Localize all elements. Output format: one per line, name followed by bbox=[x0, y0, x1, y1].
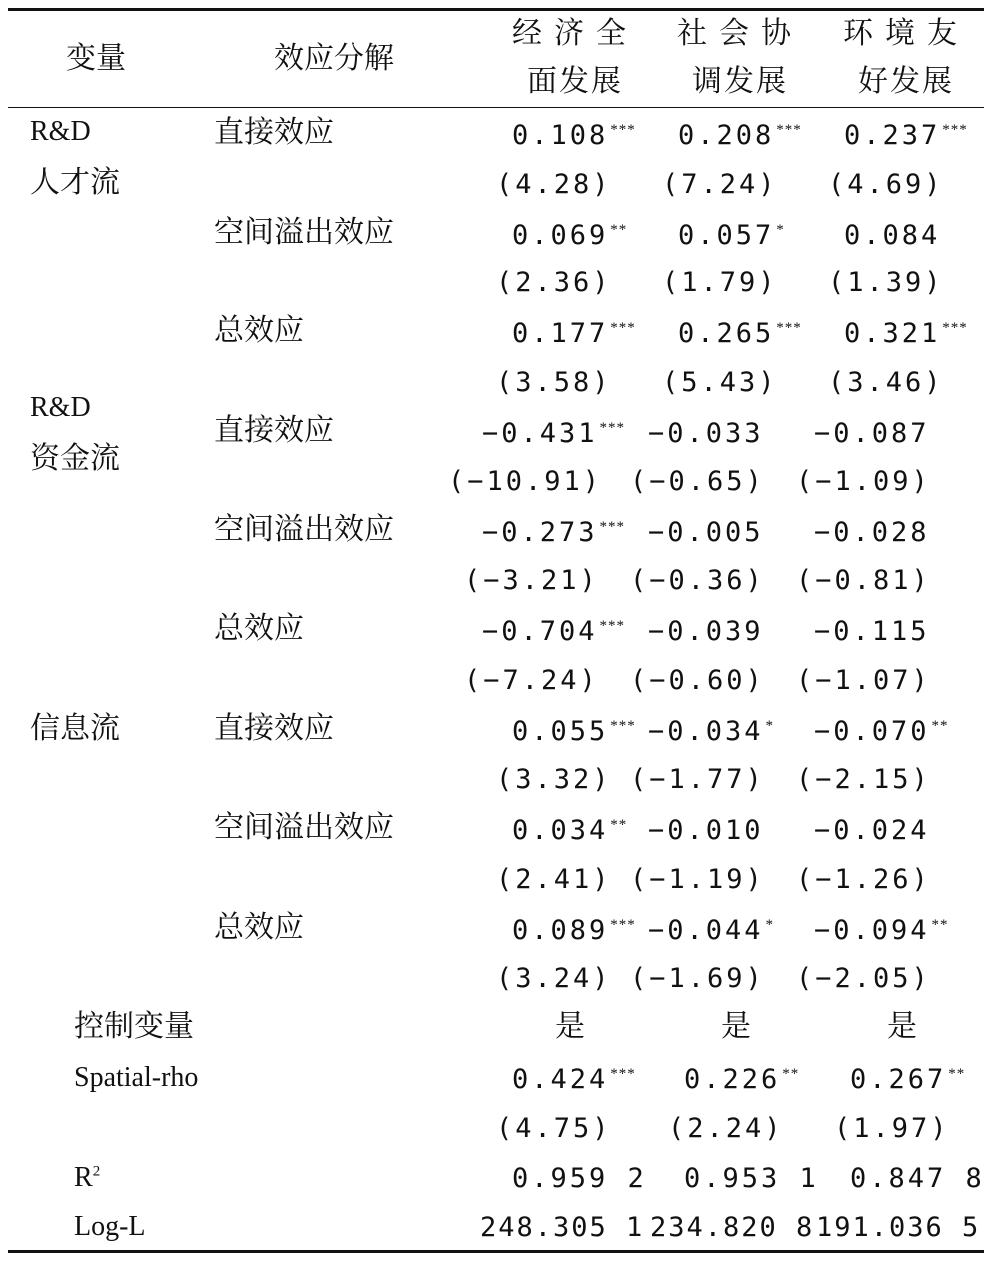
controls-label: 控制变量 bbox=[74, 1009, 194, 1044]
coef-cell: 0.321 *** bbox=[844, 318, 968, 349]
group-name: R&D bbox=[30, 392, 91, 423]
coef-cell: −0.005 bbox=[648, 517, 764, 548]
tstat-cell: (2.41) bbox=[496, 864, 612, 895]
tstat-cell: (−0.81) bbox=[796, 565, 931, 596]
rho-cell: 0.226 ** bbox=[684, 1064, 800, 1095]
coef-cell: −0.094 ** bbox=[814, 915, 949, 946]
tstat-cell: (5.43) bbox=[662, 367, 778, 398]
tstat-cell: (−3.21) bbox=[464, 565, 599, 596]
coef-cell: −0.115 bbox=[814, 616, 930, 647]
coef-cell: −0.070 ** bbox=[814, 716, 949, 747]
tstat-cell: (−0.65) bbox=[630, 466, 765, 497]
tstat-cell: (1.39) bbox=[828, 267, 944, 298]
coef-cell: −0.431 *** bbox=[482, 418, 626, 449]
logl-cell: 191.036 5 bbox=[816, 1212, 981, 1243]
header-col3-line1: 环境友 bbox=[843, 16, 969, 51]
coef-cell: 0.055 *** bbox=[512, 716, 636, 747]
tstat-cell: (1.79) bbox=[662, 267, 778, 298]
rho-label: Spatial-rho bbox=[74, 1062, 199, 1093]
header-col1-line1: 经济全 bbox=[512, 16, 638, 51]
tstat-cell: (−1.07) bbox=[796, 665, 931, 696]
tstat-cell: (−0.36) bbox=[630, 565, 765, 596]
tstat-cell: (3.58) bbox=[496, 367, 612, 398]
coef-cell: 0.034 ** bbox=[512, 815, 628, 846]
tstat-cell: (4.75) bbox=[496, 1113, 612, 1144]
coef-cell: −0.039 bbox=[648, 616, 764, 647]
coef-cell: −0.010 bbox=[648, 815, 764, 846]
rho-cell: 0.424 *** bbox=[512, 1064, 636, 1095]
tstat-cell: (−1.77) bbox=[630, 764, 765, 795]
rho-cell: 0.267 ** bbox=[850, 1064, 966, 1095]
coef-cell: −0.034 * bbox=[648, 716, 775, 747]
tstat-cell: (−1.19) bbox=[630, 864, 765, 895]
controls-cell: 是 bbox=[555, 1009, 585, 1044]
tstat-cell: (−1.09) bbox=[796, 466, 931, 497]
tstat-cell: (3.24) bbox=[496, 963, 612, 994]
group-name: R&D bbox=[30, 116, 91, 147]
header-variable: 变量 bbox=[66, 41, 126, 76]
group-name: 人才流 bbox=[30, 165, 120, 200]
group-name: 资金流 bbox=[30, 441, 120, 476]
controls-cell: 是 bbox=[721, 1009, 751, 1044]
tstat-cell: (7.24) bbox=[662, 169, 778, 200]
r2-cell: 0.953 1 bbox=[684, 1163, 819, 1194]
coef-cell: −0.273 *** bbox=[482, 517, 626, 548]
effect-label: 直接效应 bbox=[214, 413, 334, 448]
header-rule bbox=[8, 107, 984, 108]
coef-cell: −0.704 *** bbox=[482, 616, 626, 647]
coef-cell: 0.108 *** bbox=[512, 120, 636, 151]
tstat-cell: (−2.15) bbox=[796, 764, 931, 795]
effect-label: 总效应 bbox=[214, 313, 304, 348]
tstat-cell: (−10.91) bbox=[448, 466, 603, 497]
coef-cell: 0.208 *** bbox=[678, 120, 802, 151]
effect-label: 总效应 bbox=[214, 910, 304, 945]
coef-cell: 0.237 *** bbox=[844, 120, 968, 151]
tstat-cell: (−7.24) bbox=[464, 665, 599, 696]
tstat-cell: (3.32) bbox=[496, 764, 612, 795]
coef-cell: −0.028 bbox=[814, 517, 930, 548]
coef-cell: 0.069 ** bbox=[512, 220, 628, 251]
coef-cell: −0.044 * bbox=[648, 915, 775, 946]
header-col1-line2: 面发展 bbox=[527, 64, 623, 99]
r2-cell: 0.959 2 bbox=[512, 1163, 647, 1194]
tstat-cell: (−1.69) bbox=[630, 963, 765, 994]
logl-cell: 234.820 8 bbox=[650, 1212, 815, 1243]
r2-label: $R^2$ bbox=[74, 1162, 101, 1193]
header-col2-line1: 社会协 bbox=[677, 16, 803, 51]
tstat-cell: (−1.26) bbox=[796, 864, 931, 895]
effect-label: 空间溢出效应 bbox=[214, 810, 394, 845]
controls-cell: 是 bbox=[887, 1009, 917, 1044]
bottom-rule bbox=[8, 1250, 984, 1253]
tstat-cell: (−2.05) bbox=[796, 963, 931, 994]
effect-label: 总效应 bbox=[214, 611, 304, 646]
effect-label: 空间溢出效应 bbox=[214, 512, 394, 547]
header-col2-line2: 调发展 bbox=[692, 64, 788, 99]
coef-cell: 0.265 *** bbox=[678, 318, 802, 349]
coef-cell: 0.177 *** bbox=[512, 318, 636, 349]
tstat-cell: (3.46) bbox=[828, 367, 944, 398]
group-name: 信息流 bbox=[30, 711, 120, 746]
tstat-cell: (2.36) bbox=[496, 267, 612, 298]
logl-label: Log-L bbox=[74, 1211, 146, 1242]
coef-cell: 0.089 *** bbox=[512, 915, 636, 946]
coef-cell: −0.087 bbox=[814, 418, 930, 449]
logl-cell: 248.305 1 bbox=[480, 1212, 645, 1243]
tstat-cell: (1.97) bbox=[834, 1113, 950, 1144]
r2-cell: 0.847 8 bbox=[850, 1163, 985, 1194]
coef-cell: 0.057 * bbox=[678, 220, 785, 251]
tstat-cell: (2.24) bbox=[668, 1113, 784, 1144]
coef-cell: −0.024 bbox=[814, 815, 930, 846]
effect-label: 直接效应 bbox=[214, 711, 334, 746]
header-decomposition: 效应分解 bbox=[274, 41, 394, 76]
coef-cell: 0.084 bbox=[844, 220, 941, 251]
coef-cell: −0.033 bbox=[648, 418, 764, 449]
header-col3-line2: 好发展 bbox=[858, 64, 954, 99]
tstat-cell: (4.28) bbox=[496, 169, 612, 200]
tstat-cell: (4.69) bbox=[828, 169, 944, 200]
effect-label: 直接效应 bbox=[214, 115, 334, 150]
tstat-cell: (−0.60) bbox=[630, 665, 765, 696]
effect-label: 空间溢出效应 bbox=[214, 215, 394, 250]
